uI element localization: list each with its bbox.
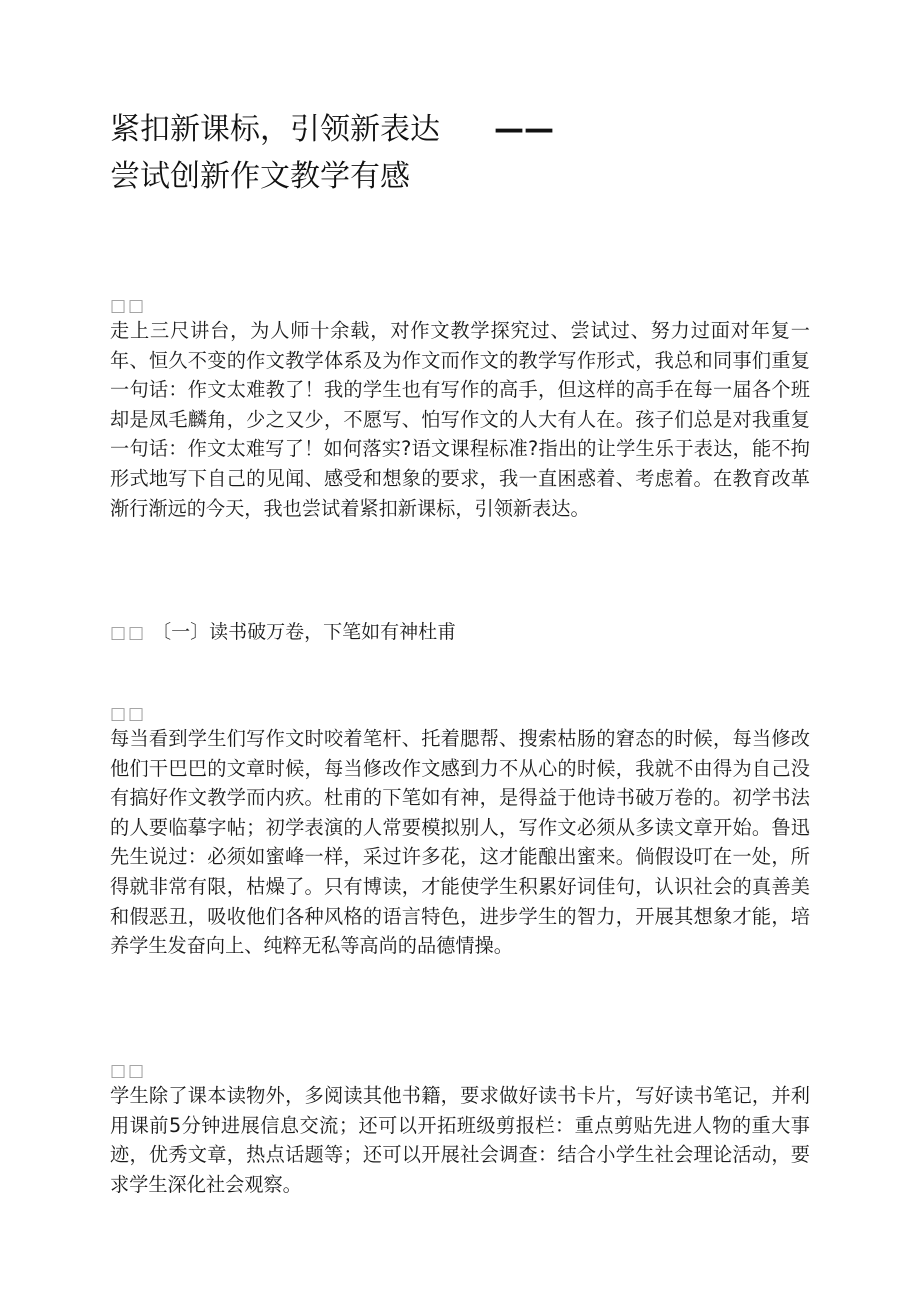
heading-marker: □□ [110,623,147,643]
paragraph-1: 走上三尺讲台，为人师十余载，对作文教学探究过、尝试过、努力过面对年复一年、恒久不变的作文教学体系及为作文而作文的教学写作形式，我总和同事们重复一句话：作文太难教了！我的学生也有写作的高手，但这样的高手在每一届各个班却是凤毛麟角，少之又少，不愿写、怕写作文的人大有人在。孩子们总是对我重复一句话：作文太难写了！如何落实?语文课程标准?指出的让学生乐于表达，能不拘形式地写下自己的见闻、感受和想象的要求，我一直困惑着、考虑着。在教育改革渐行渐远的今天，我也尝试着紧扣新课标，引领新表达。 [110,319,810,520]
paragraph-marker: □□ [110,1061,147,1081]
section-heading-row [110,620,810,645]
paragraph-marker: □□ [110,296,147,316]
title-text-1: 紧扣新课标，引领新表达 [110,112,440,147]
paragraph-block-3 [110,1061,810,1199]
paragraph-block-2 [110,704,810,961]
paragraph-block-1 [110,296,810,523]
paragraph-marker: □□ [110,704,147,724]
document-title [110,106,810,200]
title-line-1 [110,106,810,153]
paragraph-2: 每当看到学生们写作文时咬着笔杆、托着腮帮、搜索枯肠的窘态的时候，每当修改他们干巴巴的文章时候，每当修改作文感到力不从心的时候，我就不由得为自己没有搞好作文教学而内疚。杜甫的下笔如有神，是得益于他诗书破万卷的。初学书法的人要临摹字帖；初学表演的人常要模拟别人，写作文必须从多读文章开始。鲁迅先生说过：必须如蜜峰一样，采过许多花，这才能酿出蜜来。倘假设叮在一处，所得就非常有限，枯燥了。只有博读，才能使学生积累好词佳句，认识社会的真善美和假恶丑，吸收他们各种风格的语言特色，进步学生的智力，开展其想象才能，培养学生发奋向上、纯粹无私等高尚的品德情操。 [110,727,810,958]
title-dash: —— [494,112,554,147]
title-line-2: 尝试创新作文教学有感 [110,159,410,194]
paragraph-3: 学生除了课本读物外，多阅读其他书籍，要求做好读书卡片，写好读书笔记，并利用课前5分钟进展信息交流；还可以开拓班级剪报栏：重点剪贴先进人物的重大事迹，优秀文章，热点话题等；还可以开展社会调查：结合小学生社会理论活动，要求学生深化社会观察。 [110,1084,810,1196]
section-heading: 〔一〕读书破万卷，下笔如有神杜甫 [152,621,457,643]
